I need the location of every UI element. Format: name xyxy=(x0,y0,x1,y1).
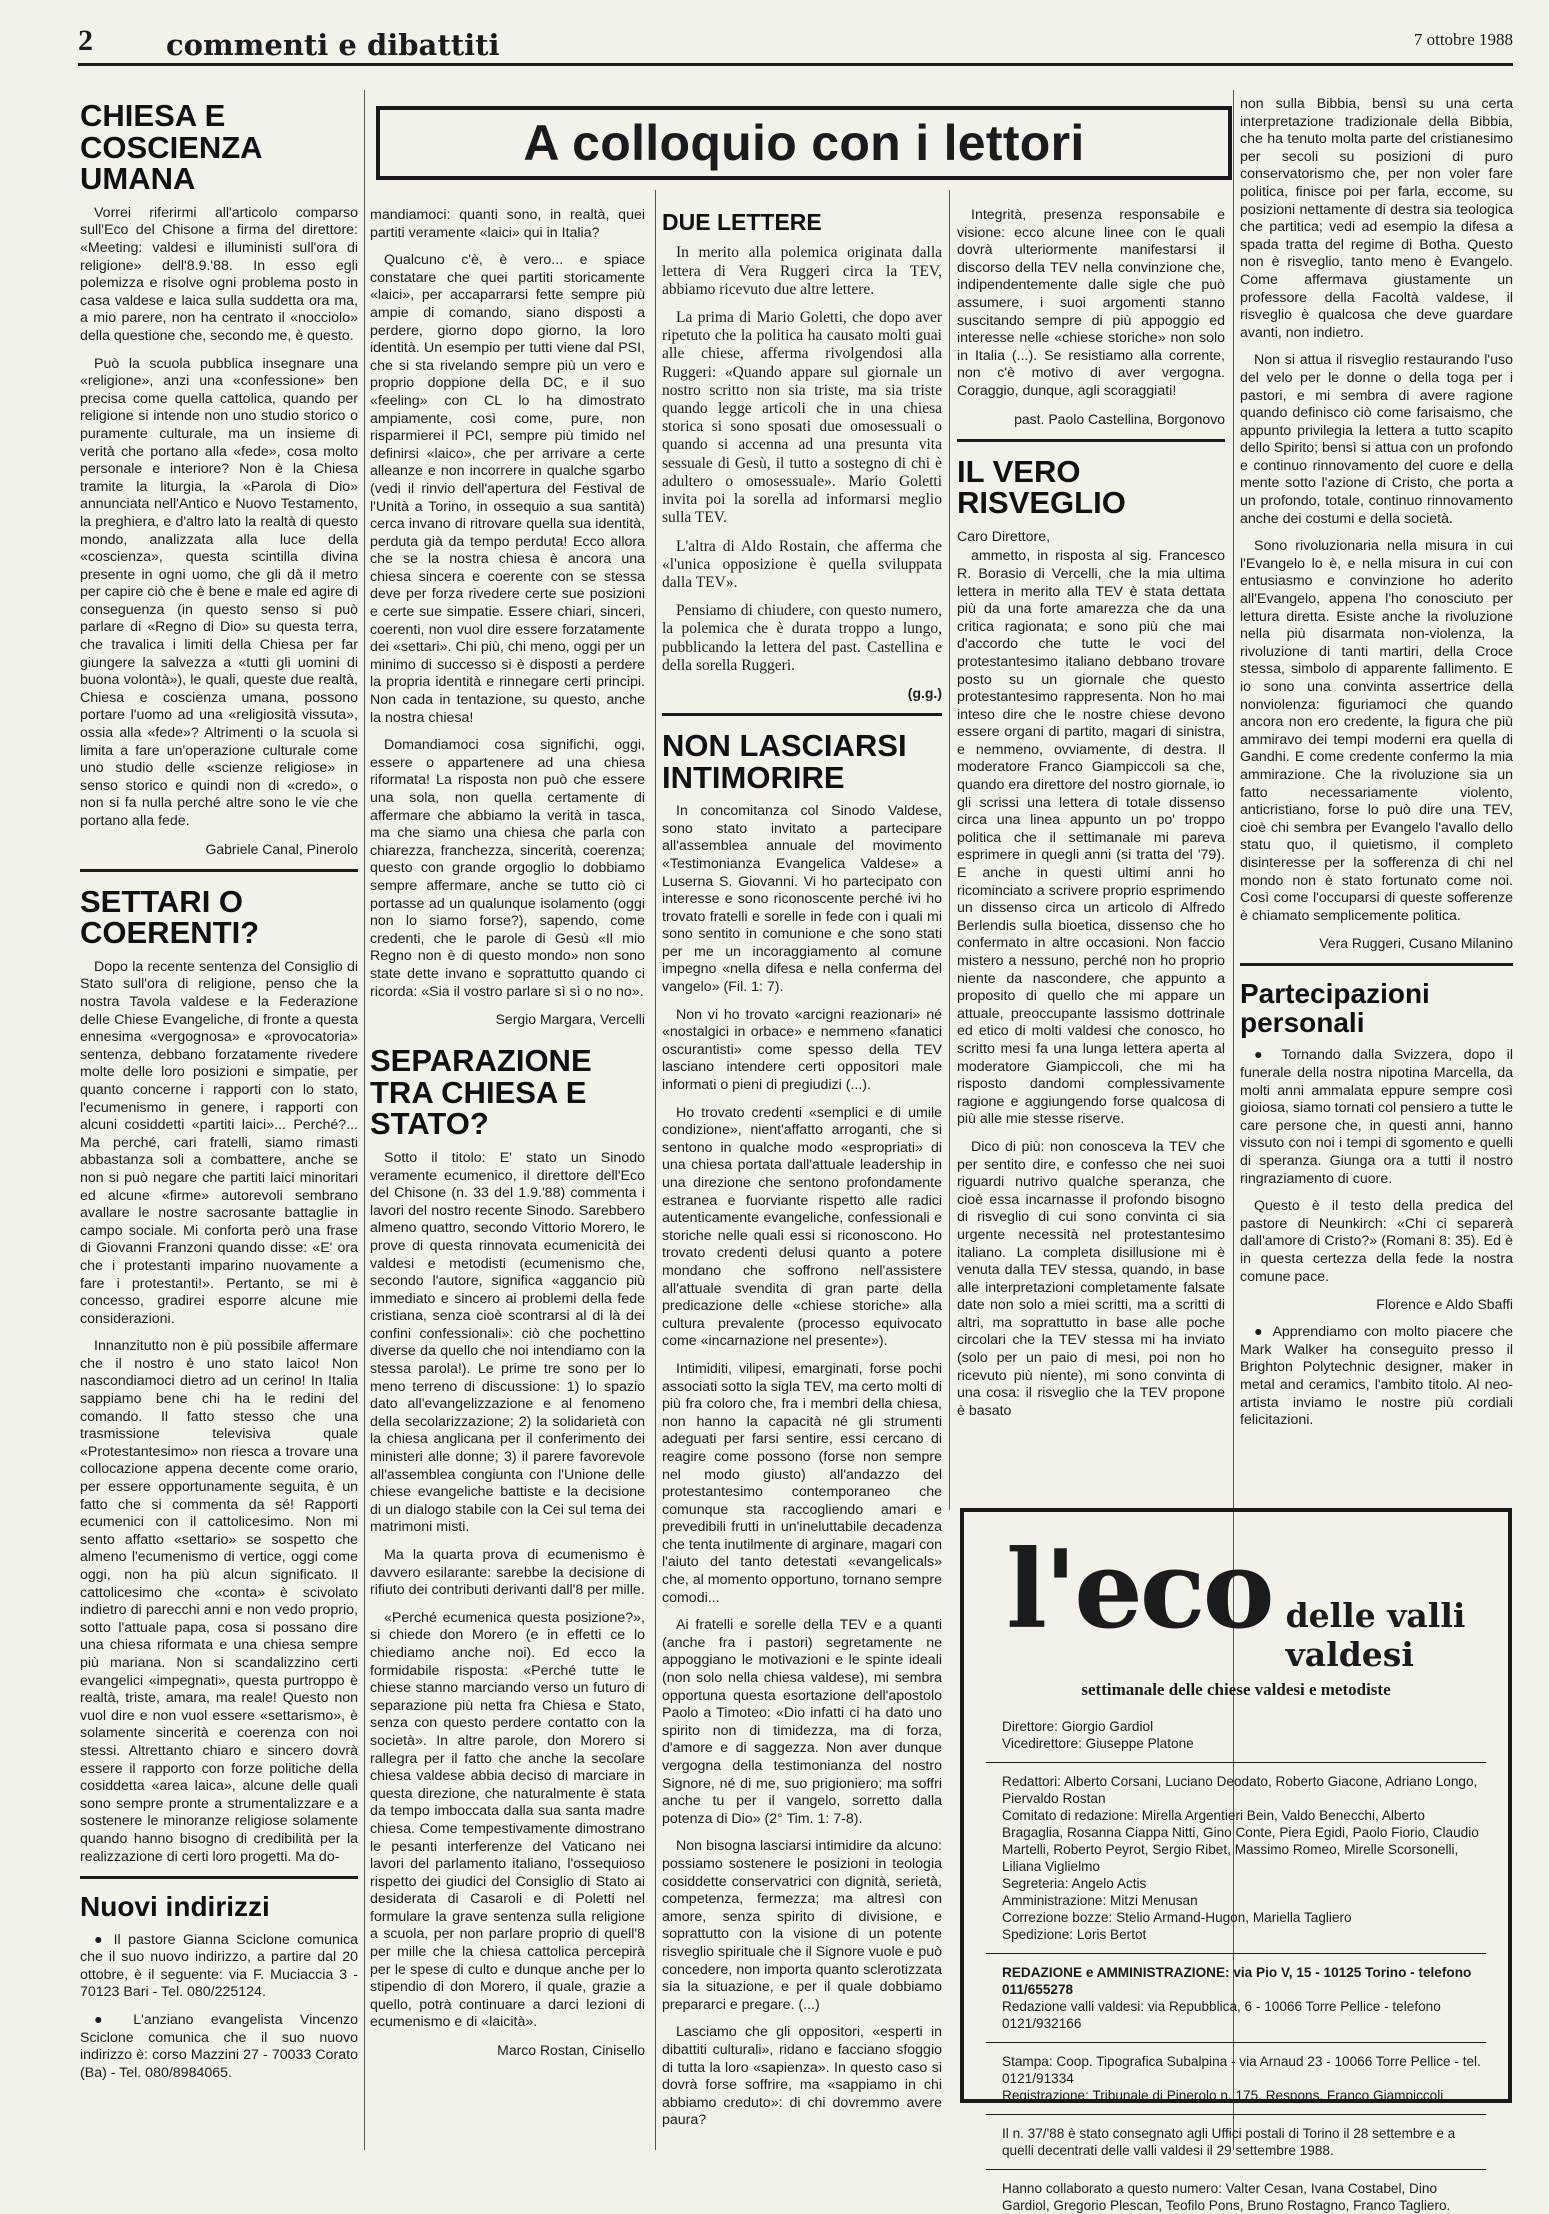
article-title-vero-risveglio: IL VERO RISVEGLIO xyxy=(957,453,1126,521)
article-signature: Florence e Aldo Sbaffi xyxy=(1376,1296,1513,1313)
article-paragraph: In merito alla polemica originata dalla lettera di Vera Ruggeri circa la TEV, abbiamo ricevuto due altre lettere. xyxy=(662,244,942,298)
letter-salutation: Caro Direttore, xyxy=(957,528,1051,545)
article-paragraph: ● Tornando dalla Svizzera, dopo il funerale della nostra nipotina Marcella, da molti anni ammalata eppure sempre così gioiosa, siamo tornati col pensiero a tutte le care persone che, in questi anni, hanno vissuto con noi i tempi di sgomento e quelli di speranza. Giunga ora a tutti il nostro ringraziamento di cuore. xyxy=(1240,1047,1513,1187)
article-paragraph: Vorrei riferirmi all'articolo comparso sull'Eco del Chisone a firma del direttore: «Meeting: valdesi e illuministi sull'ora di religione» dell'8.9.'88. In esso egli polemizza e risolve ogni problema posto in casa valdese e laica sulla suddetta ora ma, a mio parere, non ha centrato il «nocciolo» della questione che, secondo me, è questo. xyxy=(80,204,358,344)
divider xyxy=(986,1762,1486,1763)
article-signature: (g.g.) xyxy=(907,684,942,701)
article-paragraph: «Perché ecumenica questa posizione?», si chiede don Morero (e in effetti ce lo chiediamo anche noi). Ed ecco la formidabile risposta: «Perché tutte le chiese stanno marciando verso un futuro di separazione più netta fra Chiesa e Stato, senza con questo perdere contatto con la società». In altre parole, don Morero si rallegra per il fatto che anche la secolare chiesa valdese abbia deciso di marciare in questa direzione, che naturalmente è stata da tempo imboccata dalla sua santa madre chiesa. Come tempestivamente dimostrano le pesanti interferenze del Vaticano nei lavori del parlamento italiano, l'ossequioso rispetto dei giudici del Consiglio di Stato ai desiderata di Casaroli e di Poletti nel formulare la grave sentenza sulla religione a scuola, per non parlare proprio di quell'8 per mille che la chiesa cattolica percepirà per le spese di culto e dunque anche per lo stipendio di don Morero, il quale, grazie a quello, potrà continuare a darci lezioni di ecumenismo e di «laicità». xyxy=(370,1609,645,2031)
article-paragraph: In concomitanza col Sinodo Valdese, sono stato invitato a partecipare all'assemblea annuale del movimento «Testimonianza Evangelica Valdese» a Luserna S. Giovanni. Vi ho partecipato con interesse e sono riconoscente perché ivi ho trovato fratelli e sorelle in fede con i quali mi sono sentito in comunione e che sono stati per me un incoraggiamento al comune impegno «nella difesa e nella conferma del vangelo» (Fil. 1: 7). xyxy=(662,803,942,996)
section-banner xyxy=(376,106,1232,180)
masthead-tagline: settimanale delle chiese valdesi e metodiste xyxy=(1081,1680,1391,1699)
article-paragraph: Lasciamo che gli oppositori, «esperti in dibattiti culturali», ridano e facciano sfoggio di tutta la loro «sapienza». In questo caso si dovrà forse soffrire, ma «sappiamo in chi abbiamo creduto»: di chi dovremmo avere paura? xyxy=(662,2024,942,2129)
article-title-nuovi-indirizzi: Nuovi indirizzi xyxy=(80,1891,270,1923)
divider xyxy=(1240,963,1513,966)
article-paragraph: Dopo la recente sentenza del Consiglio di Stato sull'ora di religione, penso che la nostra Tavola valdese e la Federazione delle Chiese Evangeliche, di fronte a questa ennesima «vergognosa» e «provocatoria» sentenza, debbano forzatamente rivedere molte delle loro posizioni e simpatie, per quanto concerne i rapporti con lo stato, l'ecumenismo in genere, i rapporti con alcuni cosiddetti «partiti laici»... Perché?... Ma perché, cari fratelli, siamo rimasti abbastanza soli a combattere, anche se non si può negare che partiti laici minoritari ed alcune «firme» autorevoli sembrano avallare le nostre sacrosante battaglie in campo sociale. Mi conforta però una frase di Giovanni Franzoni quando disse: «E' ora che i protestanti imparino nuovamente a fare i protestanti!». Pertanto, se mi è concesso, gradirei esporre alcune mie considerazioni. xyxy=(80,958,358,1327)
article-paragraph: Qualcuno c'è, è vero... e spiace constatare che quei partiti storicamente «laici», per accaparrarsi fette sempre più ampie di comando, siano disposti a perdere, giorno dopo giorno, la loro identità. Un esempio per tutti viene dal PSI, che si sta rivelando sempre più un vero e proprio doppione della DC, e il suo «feeling» con CL lo ha dimostrato ampiamente, così come, pure, non risparmierei il PCI, sempre più timido nel definirsi «laico», che per arrivare a certe alleanze e non incorrere in qualche sgarbo (vedi il rinvio dell'apertura del Festival de l'Unità a Torino, in ossequio a sua santità) cerca invano di ritrovare quella sua identità, perduta già da tempo perduta! Ecco allora che se la nostra chiesa è ancora una chiesa sincera e coerente con se stessa deve per forza rivedere certe sue posizioni e certe sue simpatie. Essere chiari, sinceri, coerenti, non vuol dire essere forzatamente dei «settari». Chi più, chi meno, oggi per un minimo di successo si è disposti a perdere la propria identità e rinnegare certi principi. Non cada in tentazione, su questo, anche la nostra chiesa! xyxy=(370,252,645,726)
article-paragraph: ammetto, in risposta al sig. Francesco R. Borasio di Vercelli, che la mia ultima lettera in merito alla TEV è stata dettata più da una forte amarezza che da una critica ragionata; e sono più che mai d'accordo che tutte le voci del protestantesimo italiano debbano trovare posto su un giornale che questo protestantesimo rappresenta. Non ho mai inteso dire che le nostre chiese devono essere organi di partito, magari di sinistra, e nemmeno, ovviamente, di destra. Il moderatore Franco Giampiccoli sa che, quando era direttore del nostro giornale, io gli scrissi una lettera di totale dissenso circa una linea appunto un po' troppo politica che il settimanale mi pareva esprimere in quegli anni (si tratta del '79). E anche in questi ultimi anni ho ricominciato a scrivere proprio esprimendo un dissenso circa un articolo di Alfredo Berlendis sulla bioetica, dissenso che ho confermato in altre occasioni. Non faccio mistero a nessuno, perché non ho proprio niente da nascondere, che appunto a proposito di quello che mi appare un attuale, preoccupante lassismo dottrinale ed etico di molti valdesi che conosco, ho scritto mesi fa una lunga lettera aperta al moderatore Giampiccoli, che mi ha risposto dandomi complessivamente ragione e aggiungendo forse qualcosa di più alle mie stesse riserve. xyxy=(957,548,1225,1128)
column-3 xyxy=(662,207,942,2167)
article-paragraph: Ma la quarta prova di ecumenismo è davvero esilarante: sarebbe la decisione di rifiuto dei contributi derivanti dall'8 per mille. xyxy=(370,1547,645,1599)
article-title-chiesa: CHIESA E COSCIENZA UMANA xyxy=(80,98,262,197)
article-paragraph: Questo è il testo della predica del pastore di Neunkirch: «Chi ci separerà dall'amore di Cristo?» (Romani 8: 35). Ed è in questa certezza della fede la nostra comune pace. xyxy=(1240,1198,1513,1285)
article-paragraph: Integrità, presenza responsabile e visione: ecco alcune linee con le quali dovrà ulteriormente manifestarsi il discorso della TEV nella convinzione che, indipendentemente dalle sigle che può assumere, i suoi argomenti stanno suscitando sempre di più appoggio ed interesse nelle «chiese storiche» non solo in Italia (...). Se resistiamo alla corrente, non c'è motivo di aver vergogna. Coraggio, dunque, agli scoraggiati! xyxy=(957,207,1225,399)
article-paragraph: Sono rivoluzionaria nella misura in cui l'Evangelo lo è, e nella misura in cui con entusiasmo e convinzione ho aderito all'Evangelo, appena l'ho conosciuto per lettura diretta. Esiste anche la rivoluzione nella più disarmata non-violenza, la rivoluzione di tanti martiri, della Croce stessa, simbolo di apparente fallimento. E io sono una convinta assertrice della nonviolenza: figuriamoci che quando ancora non ero credente, la figura che più ammiravo dei tempi moderni era quella di Gandhi. E come credente confermo la mia ammirazione. Che la rivoluzione sia un fatto necessariamente violento, anticristiano, forse lo può dire una TEV, cioè chi sembra per Evangelo l'avallo dello statu quo, il quietismo, il completo disinteresse per la sofferenza di chi nel mondo non è stato fortunato come noi. Così come l'occuparsi di queste sofferenze è chiamato semplicemente politica. xyxy=(1240,538,1513,924)
article-paragraph: Ai fratelli e sorelle della TEV e a quanti (anche fra i pastori) segretamente ne appoggiano le motivazioni e le spinte ideali (non solo nella chiesa valdese), mi sembra opportuna questa esortazione dell'apostolo Paolo a Timoteo: «Dio infatti ci ha dato uno spirito non di timidezza, ma di forza, d'amore e di saggezza. Non aver dunque vergogna della testimonianza del nostro Signore, né di me, suo prigioniero; ma soffri anche tu per il vangelo, sorretto dalla potenza di Dio» (2° Tim. 1: 7-8). xyxy=(662,1617,942,1827)
masthead-credit: Comitato di redazione: Mirella Argentieri Bein, Valdo Benecchi, Alberto Bragaglia, Rosanna Ciappa Nitti, Gino Conte, Piera Egidi, Paolo Fiorio, Claudio Martelli, Roberto Peyrot, Sergio Ribet, Massimo Romeo, Mirelle Scorsonelli, Liliana Viglielmo xyxy=(1002,1808,1479,1874)
masthead-mailing: Il n. 37/'88 è stato consegnato agli Uffici postali di Torino il 28 settembre e a quelli decentrati delle valli valdesi il 29 settembre 1988. xyxy=(1002,2126,1456,2158)
masthead-credit: Amministrazione: Mitzi Menusan xyxy=(1002,1893,1198,1908)
article-signature: Sergio Margara, Vercelli xyxy=(495,1011,645,1028)
column-rule xyxy=(949,190,950,1510)
article-paragraph: ● Apprendiamo con molto piacere che Mark Walker ha conseguito presso il Brighton Polytechnic designer, maker in metal and ceramics, l'ambito titolo. Al neo-artista inviamo le nostre più cordiali felicitazioni. xyxy=(1240,1324,1513,1429)
article-paragraph: non sulla Bibbia, bensì su una certa interpretazione tradizionale della Bibbia, che ha tenuto molta parte del cristianesimo per secoli su posizioni di puro conservatorismo che, per non voler fare politica, finisce poi per farla, eccome, su posizioni nettamente di destra sia teologica che partitica; vedi ad esempio la difesa a spada tratta del regime di Botha. Questo non è risveglio, tanto meno è Evangelo. Come affermava giustamente un professore della Facoltà valdese, il risveglio è qualcosa che deve guardare avanti, non indietro. xyxy=(1240,96,1513,341)
article-title-due-lettere: DUE LETTERE xyxy=(662,209,822,235)
article-paragraph: Intimiditi, vilipesi, emarginati, forse pochi associati sotto la sigla TEV, ma certo molti di più fra coloro che, fra i membri della chiesa, non hanno la capacità né gli strumenti adeguati per farsi sentire, essi cercano di reagire come possono (forse non sempre nel modo giusto) all'andazzo del protestantesimo contemporaneo che comunque sta raccogliendo amari e prevedibili frutti in un'ineluttabile decadenza che tenta inutilmente di arginare, magari con l'aiuto del tanto detestati «evangelicals» che, al momento opportuno, tornano sempre comodi... xyxy=(662,1360,942,1606)
masthead-logo: l'eco xyxy=(1006,1527,1272,1653)
article-paragraph: Non bisogna lasciarsi intimidire da alcuno: possiamo sostenere le posizioni in teologia cosiddette conservatrici con dignità, serietà, competenza, fermezza; ma altresì con amore, senza spirito di divisione, e soprattutto con la visione di un potente risveglio spirituale che il Signore vuole e può concedere, non importa quanto sclerotizzata sia la situazione, e per il quale dobbiamo prepararci e pregare. (...) xyxy=(662,1838,942,2013)
masthead-credit: Vicedirettore: Giuseppe Platone xyxy=(1002,1736,1194,1751)
section-title: commenti e dibattiti xyxy=(166,28,500,62)
masthead-address: REDAZIONE e AMMINISTRAZIONE: via Pio V, 15 - 10125 Torino - telefono 011/655278 xyxy=(1002,1965,1472,1997)
divider xyxy=(957,439,1225,442)
column-rule xyxy=(655,190,656,2150)
masthead-credit: Direttore: Giorgio Gardiol xyxy=(1002,1719,1154,1734)
article-paragraph: La prima di Mario Goletti, che dopo aver ripetuto che la politica ha causato molti guai alle chiese, afferma rivolgendosi alla Ruggeri: «Quando appare sul giornale un nostro scritto non sia triste, ma sia triste quando legge articoli che in una chiesa storica si sono sposati due omosessuali o quando si accenna ad una presunta vita sessuale di Gesù, il tutto a sostegno di chi è adultero o omosessuale». Mario Goletti invita poi la sorella ad informarsi meglio sulla TEV. xyxy=(662,309,942,527)
article-paragraph: L'altra di Aldo Rostain, che afferma che «l'unica opposizione è quella sviluppata dalla TEV». xyxy=(662,537,942,591)
masthead-address: Redazione valli valdesi: via Repubblica, 6 - 10066 Torre Pellice - telefono 0121/932166 xyxy=(1002,1999,1441,2031)
divider xyxy=(986,2042,1486,2043)
column-1 xyxy=(80,96,358,2136)
address-notice: ● Il pastore Gianna Sciclone comunica che il suo nuovo indirizzo, a partire dal 20 ottobre, è il seguente: via F. Muciaccia 3 - 70123 Bari - Tel. 080/225124. xyxy=(80,1931,358,2001)
article-paragraph: Non vi ho trovato «arcigni reazionari» né «nostalgici in orbace» e nemmeno «fanatici oscurantisti» come spesso della TEV lasciano intendere certi oppositori male informati o pieni di pregiudizi (...). xyxy=(662,1006,942,1094)
article-signature: Vera Ruggeri, Cusano Milanino xyxy=(1319,935,1513,952)
masthead-credit: Correzione bozze: Stelio Armand-Hugon, Mariella Tagliero xyxy=(1002,1910,1352,1925)
article-title-non-lasciarsi: NON LASCIARSI INTIMORIRE xyxy=(662,727,907,795)
article-paragraph: Sotto il titolo: E' stato un Sinodo veramente ecumenico, il direttore dell'Eco del Chisone (n. 33 del 1.9.'88) commenta i lavori del nostro recente Sinodo. Sarebbero almeno quattro, secondo Vittorio Morero, le prove di questa rinnovata ecumenicità dei valdesi e metodisti (ecumenismo che, secondo l'autore, significa «aggancio più immediato e sincero ai problemi della fede cristiana, senza cioè scontrarsi al di là dei confini confessionali»: ciò che pochettino diverse da quello che noi intendiamo con la stessa parola!). Le prime tre sono per lo meno terreno di discussione: 1) lo spazio dato all'evangelizzazione e al fenomeno della secolarizzazione; 2) la solidarietà con la chiesa anglicana per il conferimento dei ministeri alle donne; 3) il parere favorevole all'assemblea congiunta con l'Unione delle chiese evangeliche battiste e la decisione di un dialogo stabile con la Cei sul tema dei matrimoni misti. xyxy=(370,1149,645,1536)
column-2 xyxy=(370,207,645,2167)
masthead-subtitle: delle valli valdesi xyxy=(1285,1596,1466,1674)
masthead-print: Registrazione: Tribunale di Pinerolo n. 175. Respons. Franco Giampiccoli xyxy=(1002,2088,1444,2103)
divider xyxy=(80,1876,358,1879)
issue-date: 7 ottobre 1988 xyxy=(1413,30,1513,49)
article-paragraph: Può la scuola pubblica insegnare una «religione», anzi una «confessione» ben precisa come quella cattolica, quando per religione si intende non uno studio storico o puramente culturale, ma un insieme di verità che portano alla «fede», cosa molto personale e interiore? Non è la Chiesa tramite la liturgia, la «Parola di Dio» annunciata nell'Antico e Nuovo Testamento, la preghiera, e d'altro lato la realtà di questo mondo, analizzata alla luce della «coscienza», questa scintilla divina presente in ogni uomo, che gli dà il metro per capire ciò che è bene e male ed agire di conseguenza (in questo senso si può parlare di «Regno di Dio» su questa terra, che travalica i limiti della Chiesa per far giungere la salvezza a «tutti gli uomini di buona volontà»), le quali, queste due realtà, Chiesa e coscienza umana, possono portare l'uomo ad una «religiosità vissuta», ossia alla «fede»? Altrimenti o la scuola si limita a fare un'operazione culturale come uno studio delle «scienze religiose» in senso storico e quindi non di «credo», o non si fa nulla perché altre sono le vie che portano alla fede. xyxy=(80,355,358,830)
divider xyxy=(986,1953,1486,1954)
header-rule xyxy=(78,63,1513,66)
column-5 xyxy=(1240,96,1513,1496)
page-number: 2 xyxy=(78,24,93,57)
masthead-print: Stampa: Coop. Tipografica Subalpina - via Arnaud 23 - 10066 Torre Pellice - tel. 0121/91334 xyxy=(1002,2054,1481,2086)
divider xyxy=(986,2114,1486,2115)
article-signature: Gabriele Canal, Pinerolo xyxy=(205,840,358,857)
article-paragraph: Ho trovato credenti «semplici e di umile condizione», nient'affatto arroganti, che si sentono in qualche modo «espropriati» di una chiesa portata dall'attuale leadership in una direzione che sentono profondamente estranea e fuorviante rispetto alle radici autenticamente evangeliche, confessionali e storiche nelle quali essi si riconoscono. Ho trovato credenti delusi quanto a potere mondano che soffrono nell'assistere all'attuale svendita di gran parte della predicazione delle «chiese storiche» alla cultura prevalente (processo equivocato come «incarnazione nel presente»). xyxy=(662,1104,942,1350)
column-4 xyxy=(957,207,1225,1507)
article-paragraph: mandiamoci: quanti sono, in realtà, quei partiti veramente «laici» qui in Italia? xyxy=(370,207,645,241)
masthead-credit: Segreteria: Angelo Actis xyxy=(1002,1876,1147,1891)
masthead-credit: Spedizione: Loris Bertot xyxy=(1002,1927,1147,1942)
masthead-title xyxy=(1006,1527,1486,1674)
banner-title: A colloquio con i lettori xyxy=(523,115,1085,171)
article-paragraph: Non si attua il risveglio restaurando l'uso del velo per le donne o della toga per i pastori, e mi sembra di avere ragione quando definisco ciò come farisaismo, che appunto privilegia la lettera a tutto scapito dello Spirito; bensì si attua con un profondo e continuo rinnovamento del cuore e della mente sotto l'azione di Cristo, che porta a un profondo, totale, continuo rinnovamento anche dei costumi e della società. xyxy=(1240,352,1513,527)
article-paragraph: Innanzitutto non è più possibile affermare che il nostro è uno stato laico! Non nascondiamoci dietro ad un cerino! In Italia sappiamo bene chi ha le redini del comando. Il fatto stesso che una trasmissione televisiva quale «Protestantesimo» non riesca a trovare una collocazione appena decente come orario, per essere opportunamente seguita, è un fatto che si commenta da sé! Rapporti ecumenici con il cattolicesimo. Non mi sento affatto «settario» se sospetto che almeno l'ecumenismo di vertice, oggi come oggi, non ha più alcun significato. Il cattolicesimo che «conta» è scivolato indietro di parecchi anni e non vedo proprio, sotto l'attuale papa, cosa si possano dire una chiesa riformata e una chiesa sempre più mariana. Non si scandalizzino certi evangelici «impegnati», questa purtroppo è realtà, triste, amara, ma reale! Questo non vuol dire e non vuol essere «settarismo», è solamente sincerità e coerenza con noi stessi. Altrettanto chiaro e sincero dovrà essere il rapporto con forze politiche della cosiddetta «area laica», alcune delle quali sono sempre pronte a strumentalizzare e a sostenere le minoranze religiose solamente quando hanno bisogno di credibilità per la realizzazione di certi loro progetti. Ma do- xyxy=(80,1338,358,1865)
article-paragraph: Domandiamoci cosa significhi, oggi, essere o appartenere ad una chiesa riformata! La risposta non può che essere una sola, non quella certamente di affermare che abbiamo la verità in tasca, ma che siamo una chiesa che parla con chiarezza, franchezza, sincerità, coerenza; questo con grande orgoglio lo dobbiamo sempre affermare, anche se tutto ciò ci portasse ad un qualunque isolamento (oggi non lo siamo forse?), sapendo, come credenti, che le parole di Gesù «Il mio Regno non è di questo mondo» non sono state dette invano e soprattutto quando ci ricorda: «Sia il vostro parlare sì sì o no no». xyxy=(370,737,645,1000)
divider xyxy=(986,2169,1486,2170)
article-title-separazione: SEPARAZIONE TRA CHIESA E STATO? xyxy=(370,1043,592,1142)
column-rule xyxy=(364,90,365,2150)
article-signature: past. Paolo Castellina, Borgonovo xyxy=(1014,410,1225,427)
article-signature: Marco Rostan, Cinisello xyxy=(497,2042,645,2059)
divider xyxy=(662,713,942,716)
divider xyxy=(80,869,358,872)
masthead-box xyxy=(960,1508,1512,2213)
article-title-settari: SETTARI O COERENTI? xyxy=(80,883,260,951)
article-title-partecipazioni: Partecipazioni personali xyxy=(1240,978,1430,1038)
article-paragraph: Dico di più: non conosceva la TEV che per sentito dire, e confesso che nei suoi riguardi nutrivo qualche speranza, che cioè essa incarnasse il profondo bisogno di risveglio di cui sono convinta ci sia urgente necessità nel protestantesimo italiano. La completa disillusione mi è venuta dalla TEV stessa, quando, in base alle interpretazioni completamente falsate date non solo a miei scritti, ma a scritti di altri, ma soprattutto in base alle poche circolari che la TEV stessa mi ha inviato (solo per un paio di mesi, poi non ho ricevuto più niente), mi sono convinta di una cosa: il risveglio che la TEV propone è basato xyxy=(957,1138,1225,1419)
article-paragraph: Pensiamo di chiudere, con questo numero, la polemica che è durata troppo a lungo, pubblicando la lettera del past. Castellina e della sorella Ruggeri. xyxy=(662,602,942,674)
masthead-contributors: Hanno collaborato a questo numero: Valter Cesan, Ivana Costabel, Dino Gardiol, Gregorio Plescan, Teofilo Pons, Bruno Rostagno, Franco Tagliero. xyxy=(1002,2181,1451,2213)
masthead-credit: Redattori: Alberto Corsani, Luciano Deodato, Roberto Giacone, Adriano Longo, Piervaldo Rostan xyxy=(1002,1774,1478,1806)
address-notice: ● L'anziano evangelista Vincenzo Sciclone comunica che il suo nuovo indirizzo è: corso Mazzini 27 - 70033 Corato (Ba) - Tel. 080/8984065. xyxy=(80,2012,358,2081)
